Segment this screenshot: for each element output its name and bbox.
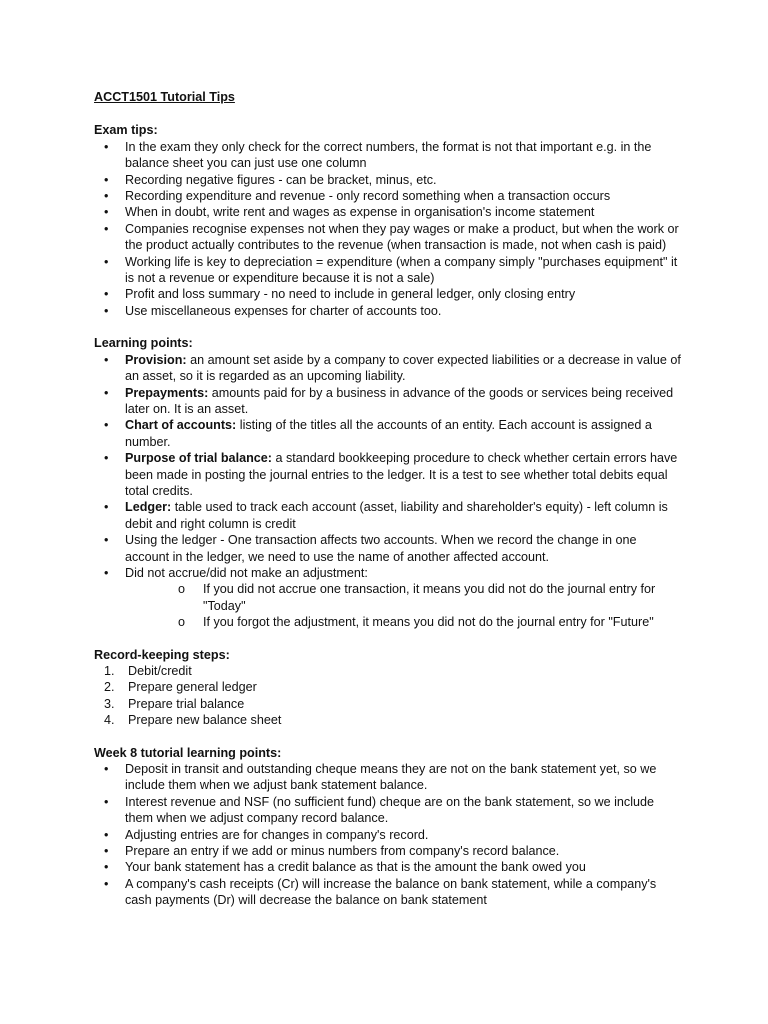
list-item [94,565,684,631]
item-text: Recording negative figures - can be bracket, minus, etc. [125,172,437,187]
list-item [94,204,684,220]
bullet-icon: • [104,254,109,269]
list-item [94,843,684,859]
list-item [94,286,684,302]
item-text: Companies recognise expenses not when they pay wages or make a product, but when the work or the product actually contributes to the revenue (when transaction is made, not when cash is paid) [125,221,679,253]
item-text: Adjusting entries are for changes in company's record. [125,827,429,842]
item-text: When in doubt, write rent and wages as expense in organisation's income statement [125,205,595,220]
list-item [94,188,684,204]
section-heading: Record-keeping steps: [94,647,230,662]
list-number: 3. [104,696,115,711]
item-text: Interest revenue and NSF (no sufficient fund) cheque are on the bank statement, so we include them when we adjust company record balance. [125,794,655,826]
section-heading: Learning points: [94,336,193,351]
item-term: Prepayments: [125,385,209,400]
section [94,335,684,630]
item-text: Using the ledger - One transaction affects two accounts. When we record the change in one account in the ledger, we need to use the name of another affected account. [125,533,637,564]
list-number: 2. [104,680,115,695]
item-text: Did not accrue/did not make an adjustment: [125,565,368,580]
sections-container [94,122,684,908]
section [94,745,684,909]
bullet-list [94,139,684,319]
numbered-list [94,663,684,729]
bullet-icon: • [104,844,109,859]
list-item [94,794,684,827]
item-text: table used to track each account (asset, liability and shareholder's equity) - left column is debit and right column is credit [125,500,668,531]
bullet-icon: • [104,205,109,220]
list-item [94,352,684,385]
list-item [94,303,684,319]
sub-item-text: If you did not accrue one transaction, it means you did not do the journal entry for "Today" [203,582,656,613]
item-text: amounts paid for by a business in advance of the goods or services being received later on. It is an asset. [125,385,674,416]
document-title: ACCT1501 Tutorial Tips [94,90,235,104]
item-text: Prepare new balance sheet [128,713,282,728]
list-item [94,761,684,794]
bullet-icon: • [104,860,109,875]
bullet-icon: • [104,385,109,400]
section [94,122,684,319]
list-item [94,385,684,418]
item-text: Your bank statement has a credit balance as that is the amount the bank owed you [125,860,586,875]
bullet-icon: • [104,418,109,433]
item-term: Purpose of trial balance: [125,451,272,466]
list-item [94,532,684,565]
bullet-list [94,761,684,909]
sub-list-item [125,581,684,614]
item-text: Debit/credit [128,664,192,678]
circle-bullet-icon: o [178,582,186,597]
list-item [94,712,684,728]
list-number: 4. [104,713,115,728]
bullet-icon: • [104,352,109,367]
bullet-icon: • [104,565,109,580]
bullet-icon: • [104,221,109,236]
bullet-icon: • [104,827,109,842]
item-text: listing of the titles all the accounts of an entity. Each account is assigned a number. [125,418,652,449]
document-content [94,89,684,925]
bullet-icon: • [104,303,109,318]
item-text: Use miscellaneous expenses for charter of accounts too. [125,303,442,318]
item-term: Ledger: [125,500,172,515]
list-item [94,450,684,499]
list-item [94,172,684,188]
list-item [94,679,684,695]
list-item [94,221,684,254]
bullet-icon: • [104,500,109,515]
list-item [94,696,684,712]
sub-list [125,581,684,630]
circle-bullet-icon: o [178,615,186,630]
section-heading: Week 8 tutorial learning points: [94,745,282,760]
item-term: Chart of accounts: [125,418,237,433]
bullet-icon: • [104,172,109,187]
sub-item-text: If you forgot the adjustment, it means you did not do the journal entry for "Future" [203,615,654,630]
item-text: a standard bookkeeping procedure to check whether certain errors have been made in posting the journal entries to the ledger. It is a test to see whether total debits equal total credits. [125,451,678,498]
list-number: 1. [104,664,115,678]
list-item [94,827,684,843]
item-text: an amount set aside by a company to cover expected liabilities or a decrease in value of an asset, so it is regarded as an upcoming liability. [125,352,681,384]
bullet-icon: • [104,287,109,302]
bullet-icon: • [104,533,109,548]
bullet-icon: • [104,794,109,809]
list-item [94,254,684,287]
bullet-icon: • [104,762,109,777]
bullet-icon: • [104,451,109,466]
list-item [94,876,684,909]
sub-list-item [125,614,684,630]
item-text: A company's cash receipts (Cr) will increase the balance on bank statement, while a company's cash payments (Dr) will decrease the balance on bank statement [125,876,657,908]
list-item [94,139,684,172]
list-item [94,859,684,875]
item-text: Prepare general ledger [128,680,257,695]
item-text: Prepare an entry if we add or minus numbers from company's record balance. [125,844,560,859]
list-item [94,663,684,679]
bullet-list [94,352,684,631]
item-text: Recording expenditure and revenue - only record something when a transaction occurs [125,189,611,204]
item-text: Working life is key to depreciation = expenditure (when a company simply "purchases equipment" it is not a revenue or expenditure because it is not a sale) [125,254,678,286]
item-term: Provision: [125,352,187,367]
item-text: Prepare trial balance [128,696,245,711]
bullet-icon: • [104,139,109,154]
item-text: Deposit in transit and outstanding cheque means they are not on the bank statement yet, so we include them when we adjust bank statement balance. [125,762,657,793]
section [94,647,684,729]
list-item [94,417,684,450]
item-text: In the exam they only check for the correct numbers, the format is not that important e.g. in the balance sheet you can just use one column [125,139,652,171]
list-item [94,499,684,532]
bullet-icon: • [104,189,109,204]
item-text: Profit and loss summary - no need to include in general ledger, only closing entry [125,287,576,302]
bullet-icon: • [104,876,109,891]
section-heading: Exam tips: [94,123,158,138]
